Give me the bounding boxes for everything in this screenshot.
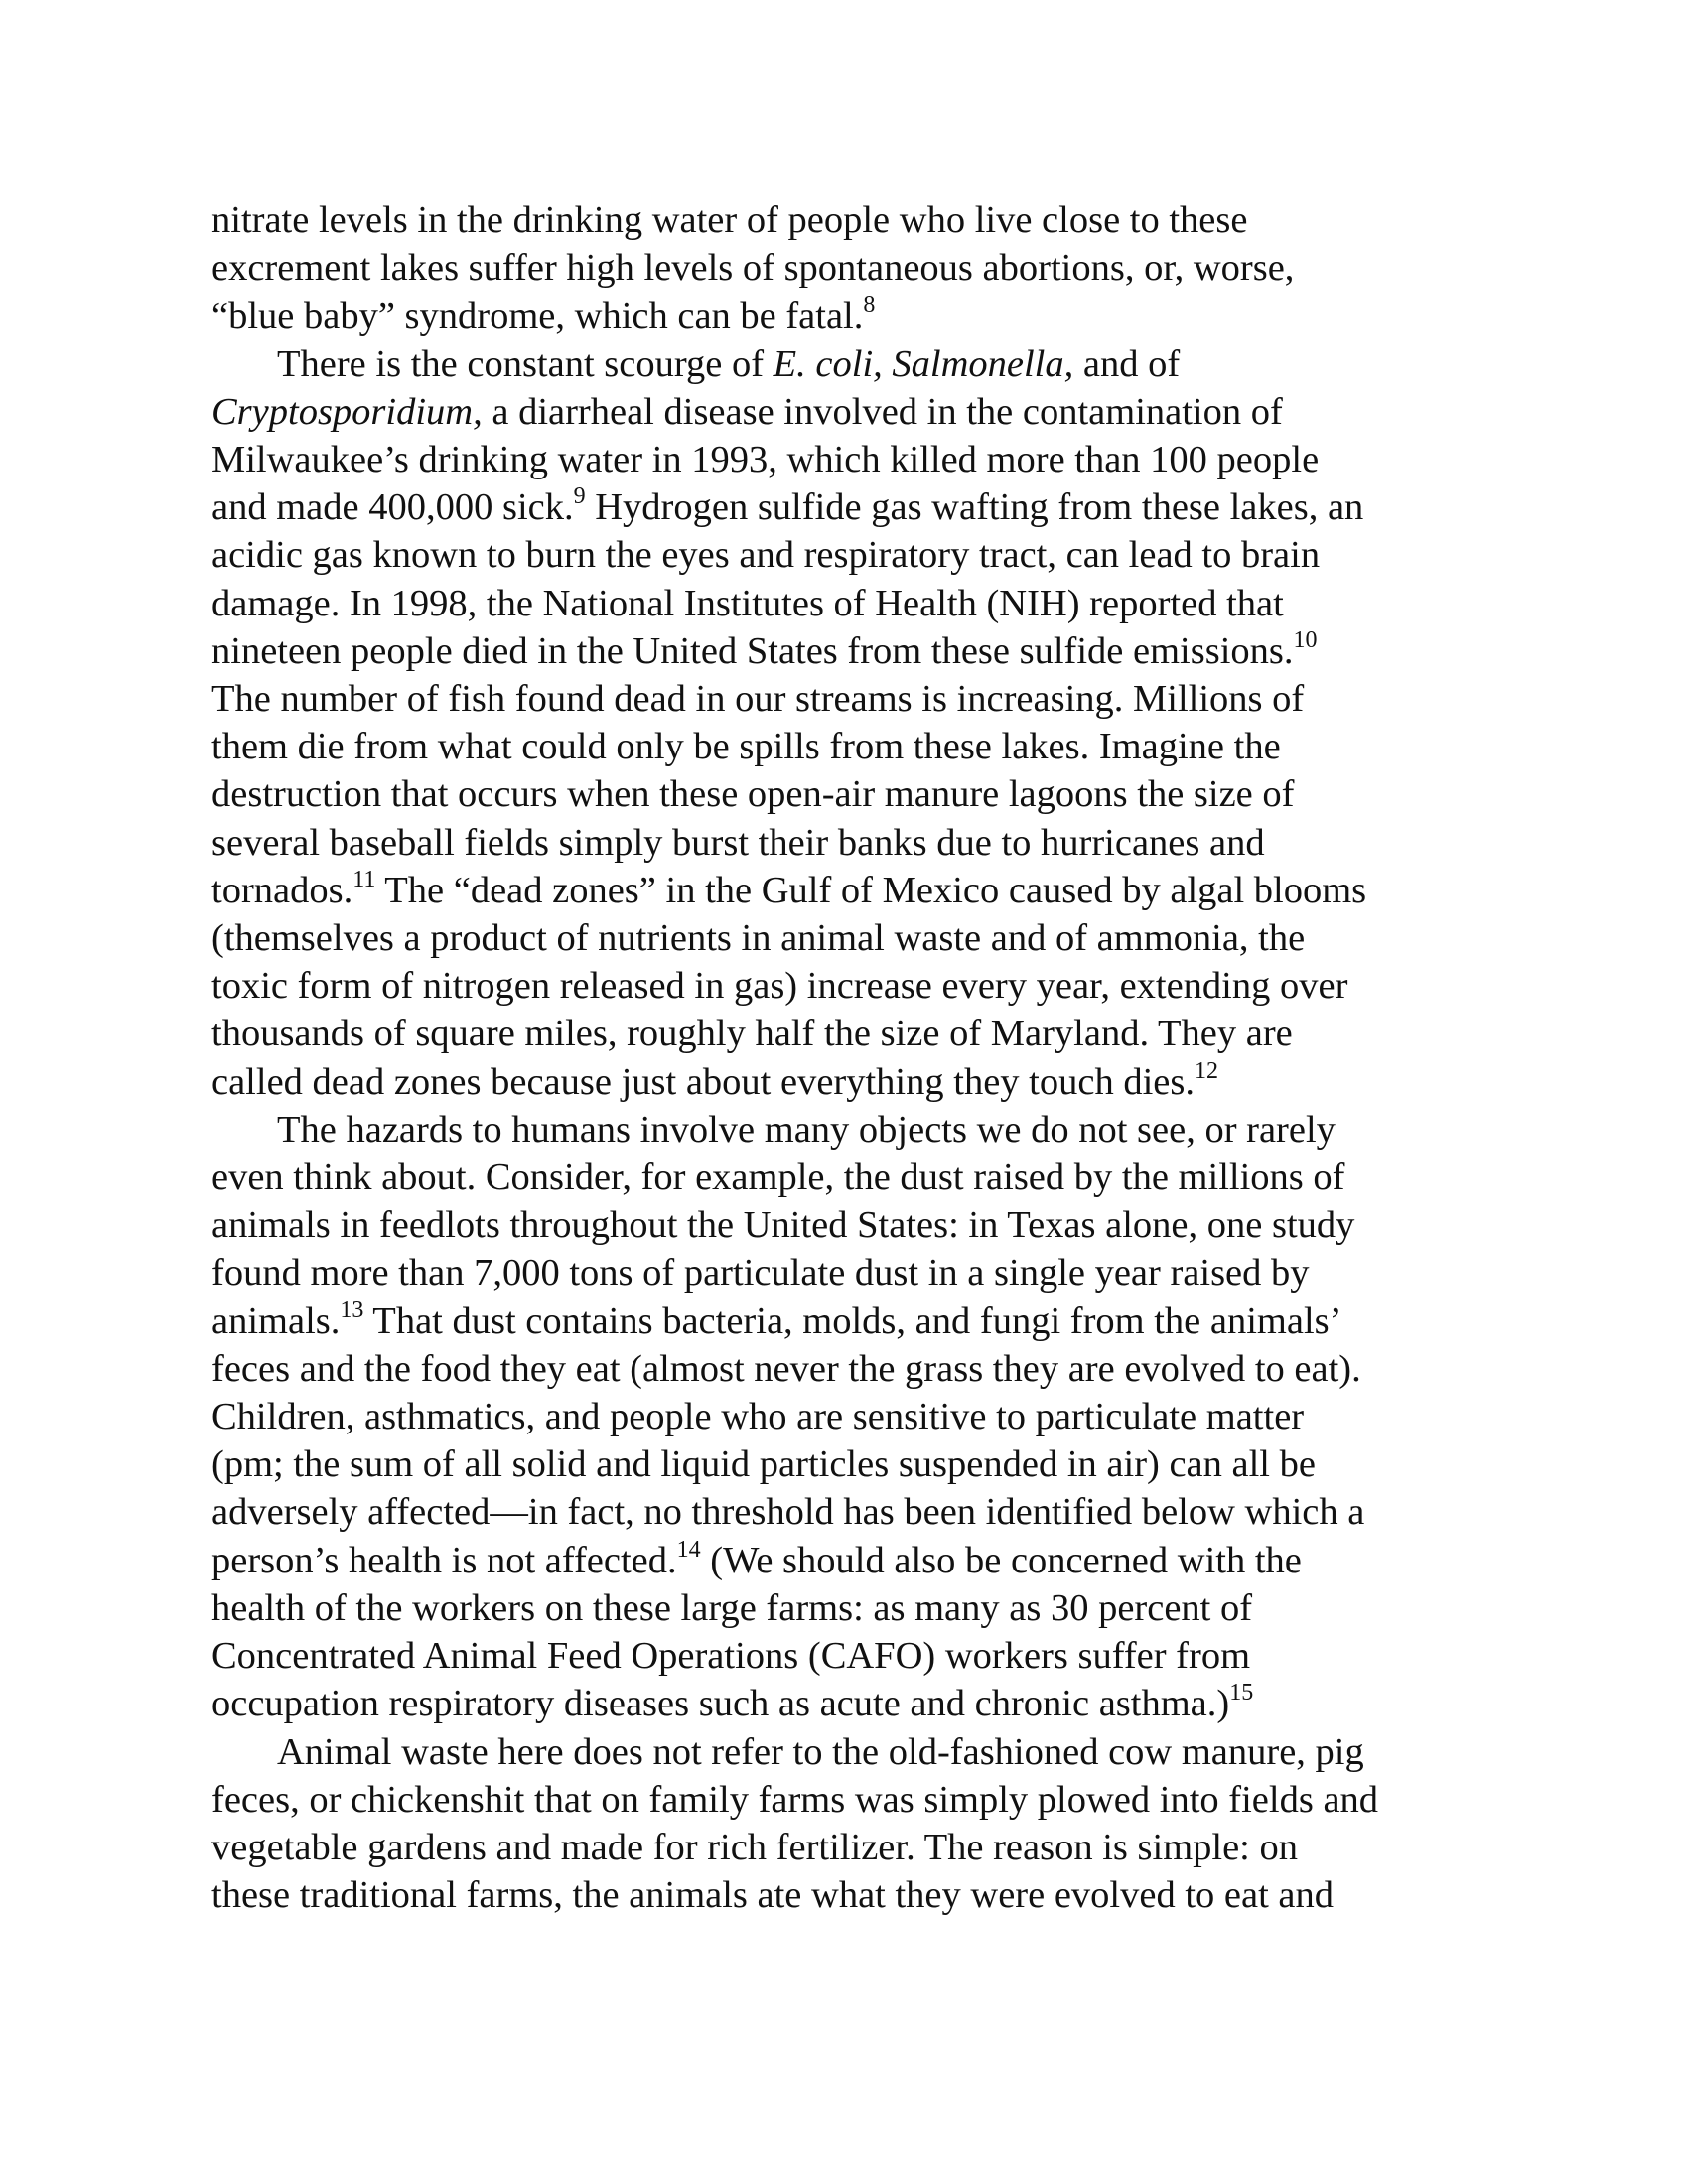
text-segment: called dead zones because just about everything they touch dies.	[211, 1060, 1195, 1103]
footnote-reference: 15	[1229, 1680, 1254, 1706]
text-segment: The number of fish found dead in our streams is increasing. Millions of	[211, 678, 1305, 721]
footnote-reference: 9	[573, 483, 586, 510]
text-segment: several baseball fields simply burst their banks due to hurricanes and	[211, 821, 1265, 864]
text-line	[211, 1249, 1502, 1297]
text-line	[211, 1537, 1502, 1584]
text-segment: Concentrated Animal Feed Operations (CAFO) workers suffer from	[211, 1635, 1251, 1678]
text-segment: excrement lakes suffer high levels of spontaneous abortions, or, worse,	[211, 247, 1295, 290]
text-segment: thousands of square miles, roughly half the size of Maryland. They are	[211, 1013, 1293, 1055]
text-segment: adversely affected—in fact, no threshold has been identified below which a	[211, 1491, 1365, 1534]
text-line	[211, 1871, 1502, 1919]
text-segment: health of the workers on these large farms: as many as 30 percent of	[211, 1586, 1253, 1629]
text-line	[211, 1010, 1502, 1057]
text-line	[211, 675, 1502, 723]
text-segment: acidic gas known to burn the eyes and respiratory tract, can lead to brain	[211, 534, 1321, 577]
text-line	[211, 914, 1502, 962]
paragraph-first-line	[211, 341, 1502, 388]
text-segment: (themselves a product of nutrients in animal waste and of ammonia, the	[211, 917, 1306, 960]
text-segment: The “dead zones” in the Gulf of Mexico caused by algal blooms	[375, 869, 1367, 911]
text-line	[211, 723, 1502, 770]
footnote-reference: 12	[1194, 1057, 1218, 1084]
text-line	[211, 292, 1502, 340]
text-segment: destruction that occurs when these open-air manure lagoons the size of	[211, 773, 1295, 816]
text-segment: “blue baby” syndrome, which can be fatal.	[211, 295, 864, 338]
text-segment: Animal waste here does not refer to the old-fashioned cow manure, pig	[277, 1730, 1364, 1773]
text-segment: them die from what could only be spills from these lakes. Imagine the	[211, 726, 1281, 768]
text-line	[211, 197, 1502, 244]
footnote-reference: 13	[340, 1297, 364, 1323]
text-segment: these traditional farms, the animals ate what they were evolved to eat and	[211, 1874, 1334, 1917]
text-segment: (pm; the sum of all solid and liquid particles suspended in air) can all be	[211, 1443, 1316, 1486]
text-segment: toxic form of nitrogen released in gas) increase every year, extending over	[211, 965, 1348, 1008]
text-segment: found more than 7,000 tons of particulate dust in a single year raised by	[211, 1252, 1310, 1295]
text-segment: Children, asthmatics, and people who are sensitive to particulate matter	[211, 1396, 1305, 1438]
text-line	[211, 483, 1502, 531]
paragraph-first-line	[211, 1106, 1502, 1154]
text-line	[211, 627, 1502, 675]
text-line	[211, 1297, 1502, 1345]
text-segment: That dust contains bacteria, molds, and fungi from the animals’	[363, 1299, 1342, 1342]
text-segment: person’s health is not affected.	[211, 1539, 677, 1581]
text-line	[211, 531, 1502, 579]
text-segment: animals in feedlots throughout the United States: in Texas alone, one study	[211, 1204, 1355, 1247]
text-segment: tornados.	[211, 869, 353, 911]
footnote-reference: 14	[676, 1536, 701, 1563]
footnote-reference: 8	[863, 292, 876, 319]
text-segment: and made 400,000 sick.	[211, 486, 574, 529]
footnote-reference: 11	[352, 866, 376, 892]
text-segment: and of	[1073, 342, 1181, 385]
italic-term: E. coli, Salmonella,	[773, 342, 1074, 385]
text-line	[211, 244, 1502, 292]
text-segment: even think about. Consider, for example, the dust raised by the millions of	[211, 1157, 1345, 1199]
text-line	[211, 388, 1502, 436]
italic-term: Cryptosporidium,	[211, 390, 483, 433]
text-line	[211, 819, 1502, 867]
text-line	[211, 1632, 1502, 1680]
text-line	[211, 436, 1502, 483]
text-segment: The hazards to humans involve many objects we do not see, or rarely	[277, 1108, 1336, 1151]
text-line	[211, 1393, 1502, 1440]
text-segment: feces, or chickenshit that on family farms was simply plowed into fields and	[211, 1778, 1379, 1821]
page-body-text	[211, 197, 1502, 1919]
paragraph-first-line	[211, 1728, 1502, 1776]
text-segment: occupation respiratory diseases such as acute and chronic asthma.)	[211, 1683, 1230, 1725]
text-line	[211, 770, 1502, 818]
footnote-reference: 10	[1293, 626, 1318, 653]
text-line	[211, 1584, 1502, 1632]
text-line	[211, 1201, 1502, 1249]
text-segment: feces and the food they eat (almost never the grass they are evolved to eat).	[211, 1347, 1361, 1390]
text-line	[211, 962, 1502, 1010]
text-segment: vegetable gardens and made for rich fertilizer. The reason is simple: on	[211, 1826, 1298, 1868]
text-segment: nineteen people died in the United States from these sulfide emissions.	[211, 629, 1294, 672]
text-line	[211, 1440, 1502, 1488]
text-segment: (We should also be concerned with the	[700, 1539, 1302, 1581]
text-line	[211, 867, 1502, 914]
text-line	[211, 580, 1502, 627]
text-segment: damage. In 1998, the National Institutes of Health (NIH) reported that	[211, 582, 1284, 624]
text-line	[211, 1488, 1502, 1536]
text-segment: nitrate levels in the drinking water of people who live close to these	[211, 200, 1248, 241]
text-segment: There is the constant scourge of	[277, 342, 774, 385]
text-segment: Milwaukee’s drinking water in 1993, which killed more than 100 people	[211, 439, 1320, 481]
text-line	[211, 1824, 1502, 1871]
text-line	[211, 1680, 1502, 1727]
text-line	[211, 1345, 1502, 1393]
text-line	[211, 1154, 1502, 1201]
text-line	[211, 1776, 1502, 1824]
text-line	[211, 1058, 1502, 1106]
text-segment: animals.	[211, 1299, 341, 1342]
text-segment: Hydrogen sulfide gas wafting from these lakes, an	[585, 486, 1364, 529]
text-segment: a diarrheal disease involved in the contamination of	[482, 390, 1283, 433]
